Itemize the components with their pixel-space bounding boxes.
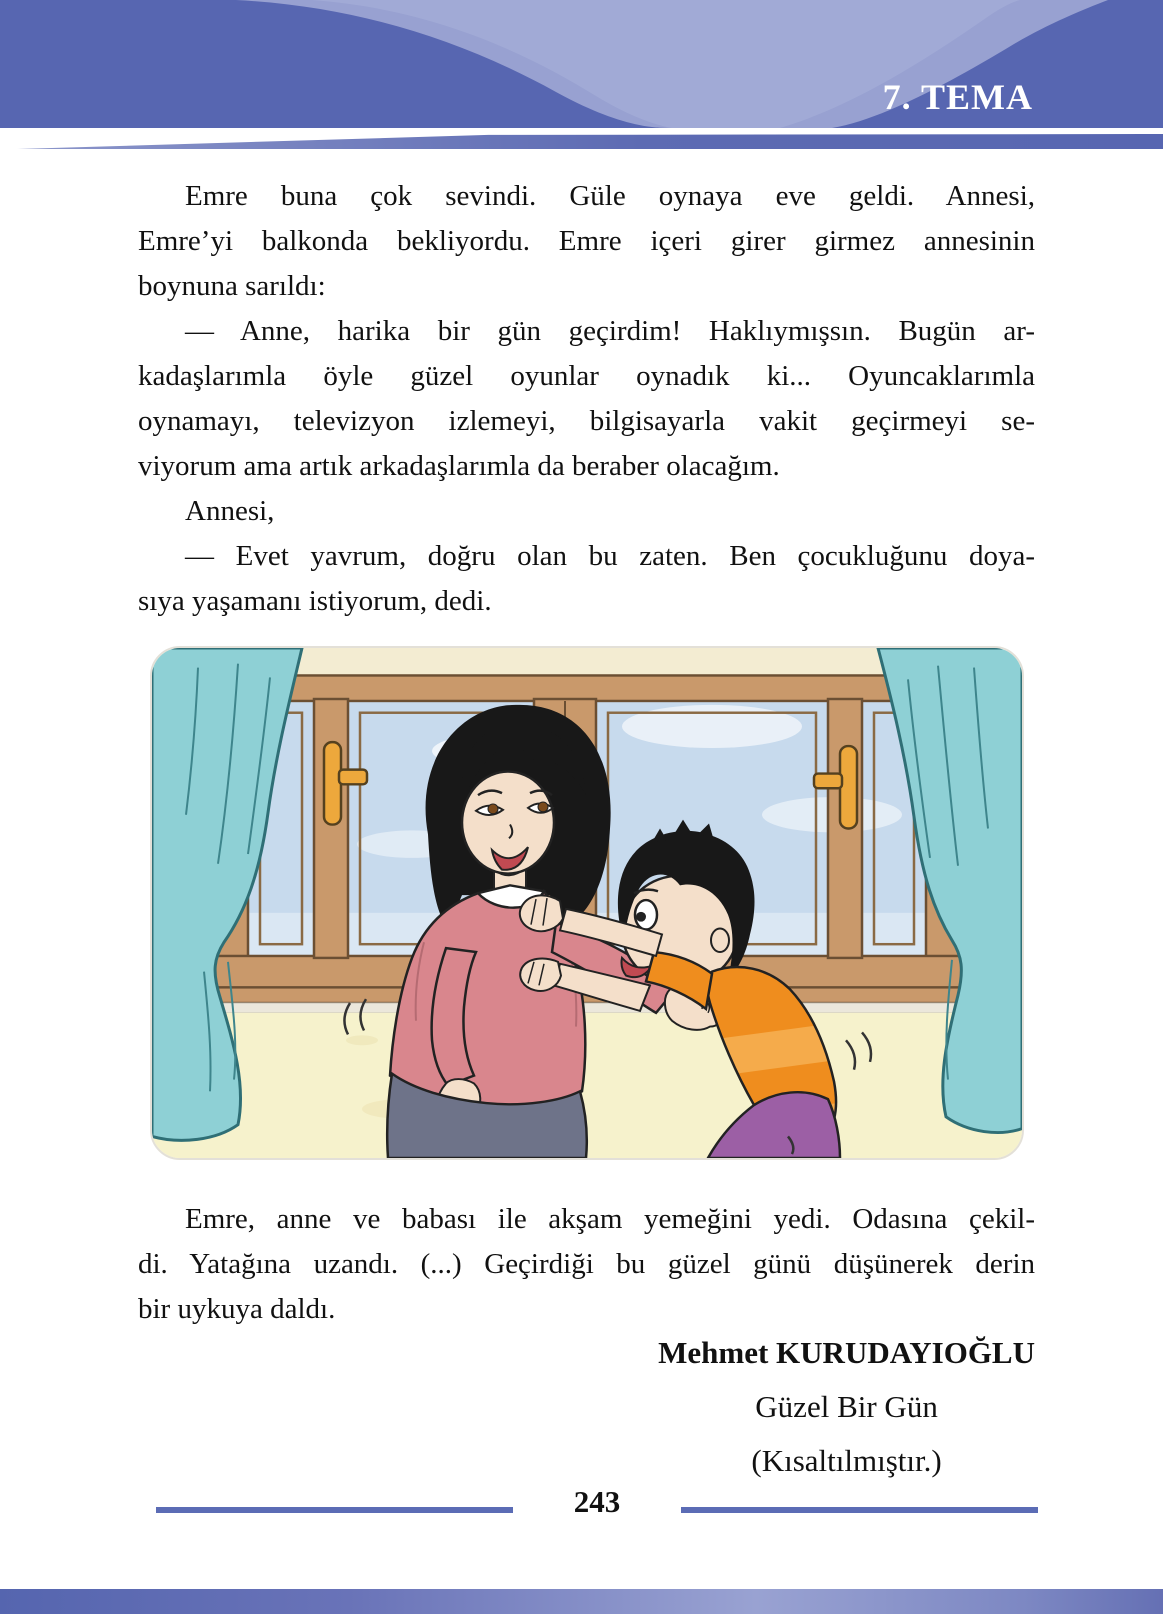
text-line: oynamayı, televizyon izlemeyi, bilgisayarla vakit geçirmeyi se- bbox=[138, 405, 1035, 437]
footer-band bbox=[0, 1589, 1163, 1614]
text-line: — Evet yavrum, doğru olan bu zaten. Ben çocukluğunu doya- bbox=[185, 540, 1035, 572]
text-line: Emre’yi balkonda bekliyordu. Emre içeri girer girmez annesinin bbox=[138, 225, 1035, 257]
story-illustration bbox=[150, 646, 1024, 1160]
abridged-note: (Kısaltılmıştır.) bbox=[751, 1443, 942, 1478]
text-line: Annesi, bbox=[185, 495, 275, 527]
author-name: Mehmet KURUDAYIOĞLU bbox=[658, 1335, 1035, 1370]
text-line: Emre, anne ve babası ile akşam yemeğini yedi. Odasına çekil- bbox=[185, 1203, 1035, 1235]
sill-trim bbox=[212, 1003, 962, 1013]
text-line: sıya yaşamanı istiyorum, dedi. bbox=[138, 585, 492, 617]
text-line: kadaşlarımla öyle güzel oyunlar oynadık ki... Oyuncaklarımla bbox=[138, 360, 1035, 392]
boy-hand-lower bbox=[520, 959, 561, 991]
closing-text-block bbox=[138, 1197, 1035, 1332]
cloud bbox=[622, 705, 802, 748]
work-title: Güzel Bir Gün bbox=[755, 1389, 938, 1424]
story-paragraph bbox=[138, 309, 1035, 489]
story-text-block bbox=[138, 174, 1035, 624]
page-number: 243 bbox=[573, 1484, 621, 1519]
attribution-block bbox=[658, 1326, 1035, 1488]
header-underline-bar bbox=[0, 134, 1163, 149]
text-line: viyorum ama artık arkadaşlarımla da beraber olacağım. bbox=[138, 450, 780, 482]
text-line: — Anne, harika bir gün geçirdim! Haklıymışsın. Bugün ar- bbox=[185, 315, 1035, 347]
text-line: di. Yatağına uzandı. (...) Geçirdiği bu güzel günü düşünerek derin bbox=[138, 1248, 1035, 1280]
footer-rule-right bbox=[681, 1507, 1038, 1513]
floor-shadow bbox=[346, 1035, 378, 1045]
story-paragraph bbox=[138, 174, 1035, 309]
chapter-title: 7. TEMA bbox=[882, 77, 1033, 117]
text-line: boynuna sarıldı: bbox=[138, 270, 326, 302]
illustration-canvas bbox=[152, 648, 1022, 1158]
story-paragraph bbox=[138, 534, 1035, 624]
footer-rule-left bbox=[156, 1507, 513, 1513]
text-line: bir uykuya daldı. bbox=[138, 1293, 336, 1325]
story-paragraph bbox=[138, 1197, 1035, 1332]
text-line: Emre buna çok sevindi. Güle oynaya eve geldi. Annesi, bbox=[185, 180, 1035, 212]
boy-ear bbox=[711, 929, 729, 953]
story-paragraph bbox=[138, 489, 1035, 534]
boy-pupil bbox=[636, 912, 646, 922]
window-mullion bbox=[314, 699, 348, 958]
boy-hand-upper bbox=[520, 895, 563, 931]
